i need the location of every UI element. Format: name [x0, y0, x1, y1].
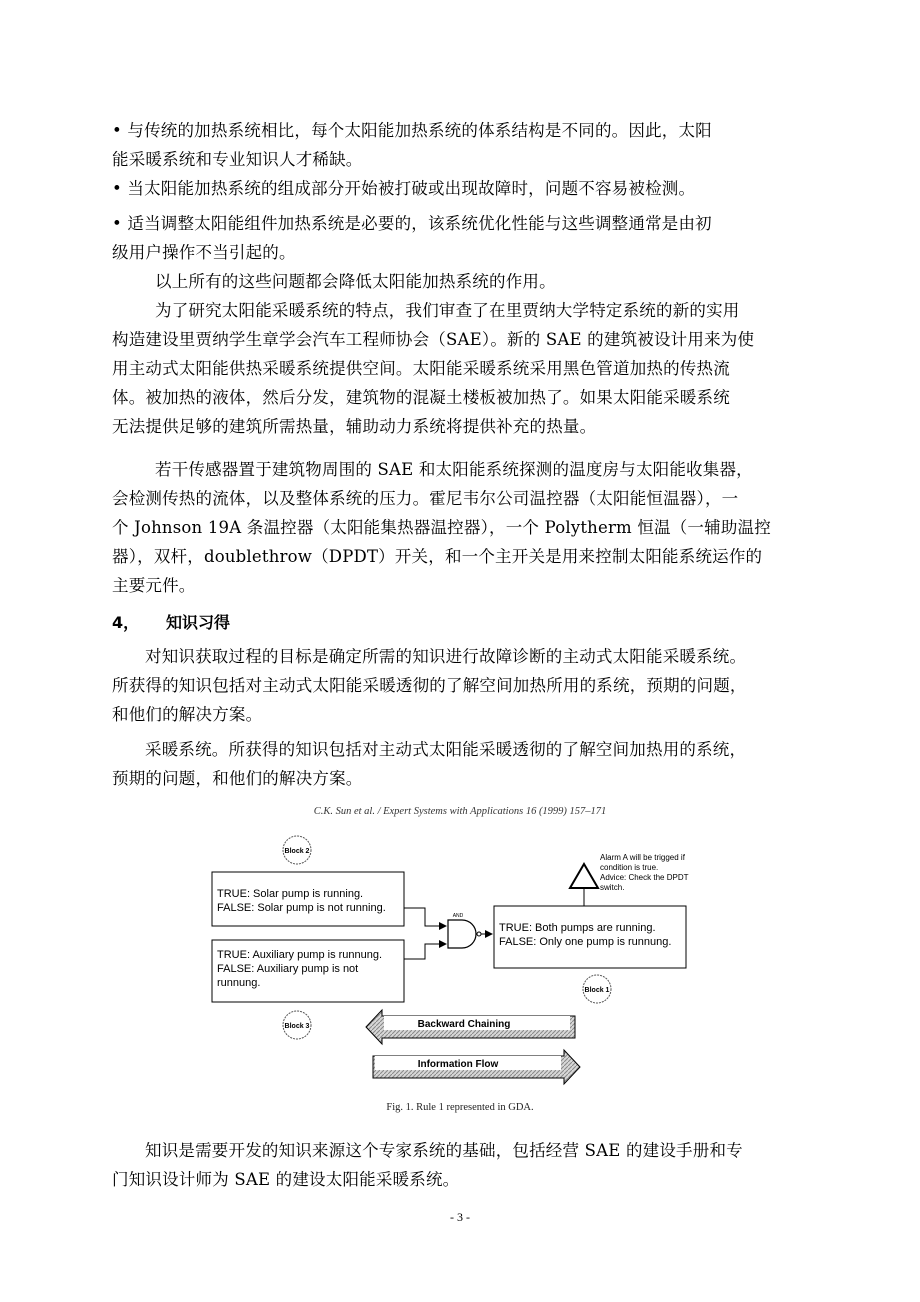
- paragraph-3-line: 若干传感器置于建筑物周围的 SAE 和太阳能系统探测的温度房与太阳能收集器，: [155, 460, 753, 479]
- gda-diagram: [200, 822, 720, 1112]
- paragraph-4-line: 所获得的知识包括对主动式太阳能采暖透彻的了解空间加热所用的系统，预期的问题，: [112, 676, 747, 695]
- section-number: 4，: [112, 613, 140, 632]
- bullet-3-line-2: 级用户操作不当引起的。: [112, 243, 296, 262]
- paragraph-1-text: 以上所有的这些问题都会降低太阳能加热系统的作用。: [155, 272, 556, 291]
- bullet-2-text: • 当太阳能加热系统的组成部分开始被打破或出现故障时，问题不容易被检测。: [112, 179, 696, 198]
- paragraph-3-line: 个 Johnson 19A 条温控器（太阳能集热器温控器），一个 Polytherm 恒温（一辅助温控: [112, 518, 771, 537]
- bullet-1-line-2: 能采暖系统和专业知识人才稀缺。: [112, 150, 363, 169]
- solar-true-text: TRUE: Solar pump is running.: [217, 888, 364, 900]
- paragraph-3: [112, 455, 808, 600]
- figure-rule-diagram: [200, 802, 720, 1120]
- information-flow-arrow: [373, 1050, 580, 1084]
- and-gate: [448, 913, 481, 948]
- paragraph-2-line: 构造建设里贾纳学生章学会汽车工程师协会（SAE）。新的 SAE 的建筑被设计用来为使: [112, 330, 755, 349]
- paragraph-6-line: 知识是需要开发的知识来源这个专家系统的基础，包括经营 SAE 的建设手册和专: [145, 1141, 743, 1160]
- aux-false-text-2: runnung.: [217, 977, 261, 989]
- alarm-triangle-icon: [570, 853, 689, 906]
- paragraph-4: [112, 642, 808, 729]
- information-flow-label: Information Flow: [417, 1059, 499, 1070]
- paragraph-2-line: 体。被加热的液体，然后分发，建筑物的混凝土楼板被加热了。如果太阳能采暖系统: [112, 388, 730, 407]
- block-1-label: Block 1: [584, 987, 610, 994]
- alarm-text-4: switch.: [600, 883, 625, 892]
- section-heading: [112, 610, 230, 633]
- paragraph-1: [155, 267, 805, 296]
- bullet-2: [112, 174, 808, 203]
- bullet-1: [112, 116, 808, 174]
- paragraph-6: [112, 1136, 808, 1194]
- paragraph-2: [112, 296, 808, 441]
- page-number: - 3 -: [450, 1210, 470, 1224]
- result-box: [494, 906, 686, 968]
- backward-chaining-label: Backward Chaining: [417, 1019, 511, 1030]
- paragraph-5: [112, 735, 808, 793]
- paragraph-4-line: 和他们的解决方案。: [112, 705, 263, 724]
- paragraph-2-line: 用主动式太阳能供热采暖系统提供空间。太阳能采暖系统采用黑色管道加热的传热流: [112, 359, 730, 378]
- paragraph-3-line: 会检测传热的流体，以及整体系统的压力。霍尼韦尔公司温控器（太阳能恒温器），一: [112, 489, 739, 508]
- figure-caption: Fig. 1. Rule 1 represented in GDA.: [386, 1102, 534, 1113]
- section-title: 知识习得: [166, 613, 231, 632]
- both-false-text: FALSE: Only one pump is runnung.: [499, 936, 672, 948]
- alarm-text-2: condition is true.: [600, 863, 659, 872]
- aux-true-text: TRUE: Auxiliary pump is runnung.: [217, 949, 383, 961]
- paragraph-6-line: 门知识设计师为 SAE 的建设太阳能采暖系统。: [112, 1170, 460, 1189]
- aux-false-text-1: FALSE: Auxiliary pump is not: [217, 963, 359, 975]
- bullet-3-line-1: • 适当调整太阳能组件加热系统是必要的，该系统优化性能与这些调整通常是由初: [112, 214, 712, 233]
- backward-chaining-arrow: [366, 1010, 575, 1044]
- block-2-marker: [283, 836, 311, 864]
- block-1-marker: [583, 975, 611, 1003]
- paragraph-2-line: 无法提供足够的建筑所需热量，辅助动力系统将提供补充的热量。: [112, 417, 597, 436]
- journal-header: C.K. Sun et al. / Expert Systems with Applications 16 (1999) 157–171: [313, 806, 607, 817]
- paragraph-3-line: 器），双杆，doublethrow（DPDT）开关，和一个主开关是用来控制太阳能系统运作的: [112, 547, 763, 566]
- block-2-label: Block 2: [284, 848, 310, 855]
- bullet-1-line-1: • 与传统的加热系统相比，每个太阳能加热系统的体系结构是不同的。因此，太阳: [112, 121, 712, 140]
- solar-pump-box: [212, 872, 404, 926]
- aux-pump-box: [212, 940, 404, 1002]
- block-3-label: Block 3: [284, 1023, 310, 1030]
- both-true-text: TRUE: Both pumps are running.: [499, 922, 656, 934]
- paragraph-5-line: 预期的问题，和他们的解决方案。: [112, 769, 363, 788]
- alarm-text-1: Alarm A will be trigged if: [600, 853, 685, 862]
- and-gate-label: AND: [452, 913, 464, 919]
- paragraph-3-line: 主要元件。: [112, 576, 196, 595]
- alarm-text-3: Advice: Check the DPDT: [600, 873, 689, 882]
- bullet-3: [112, 209, 808, 267]
- solar-false-text: FALSE: Solar pump is not running.: [217, 902, 386, 914]
- block-3-marker: [283, 1011, 311, 1039]
- paragraph-2-line: 为了研究太阳能采暖系统的特点，我们审查了在里贾纳大学特定系统的新的实用: [155, 301, 740, 320]
- paragraph-4-line: 对知识获取过程的目标是确定所需的知识进行故障诊断的主动式太阳能采暖系统。: [145, 647, 747, 666]
- paragraph-5-line: 采暖系统。所获得的知识包括对主动式太阳能采暖透彻的了解空间加热用的系统，: [145, 740, 747, 759]
